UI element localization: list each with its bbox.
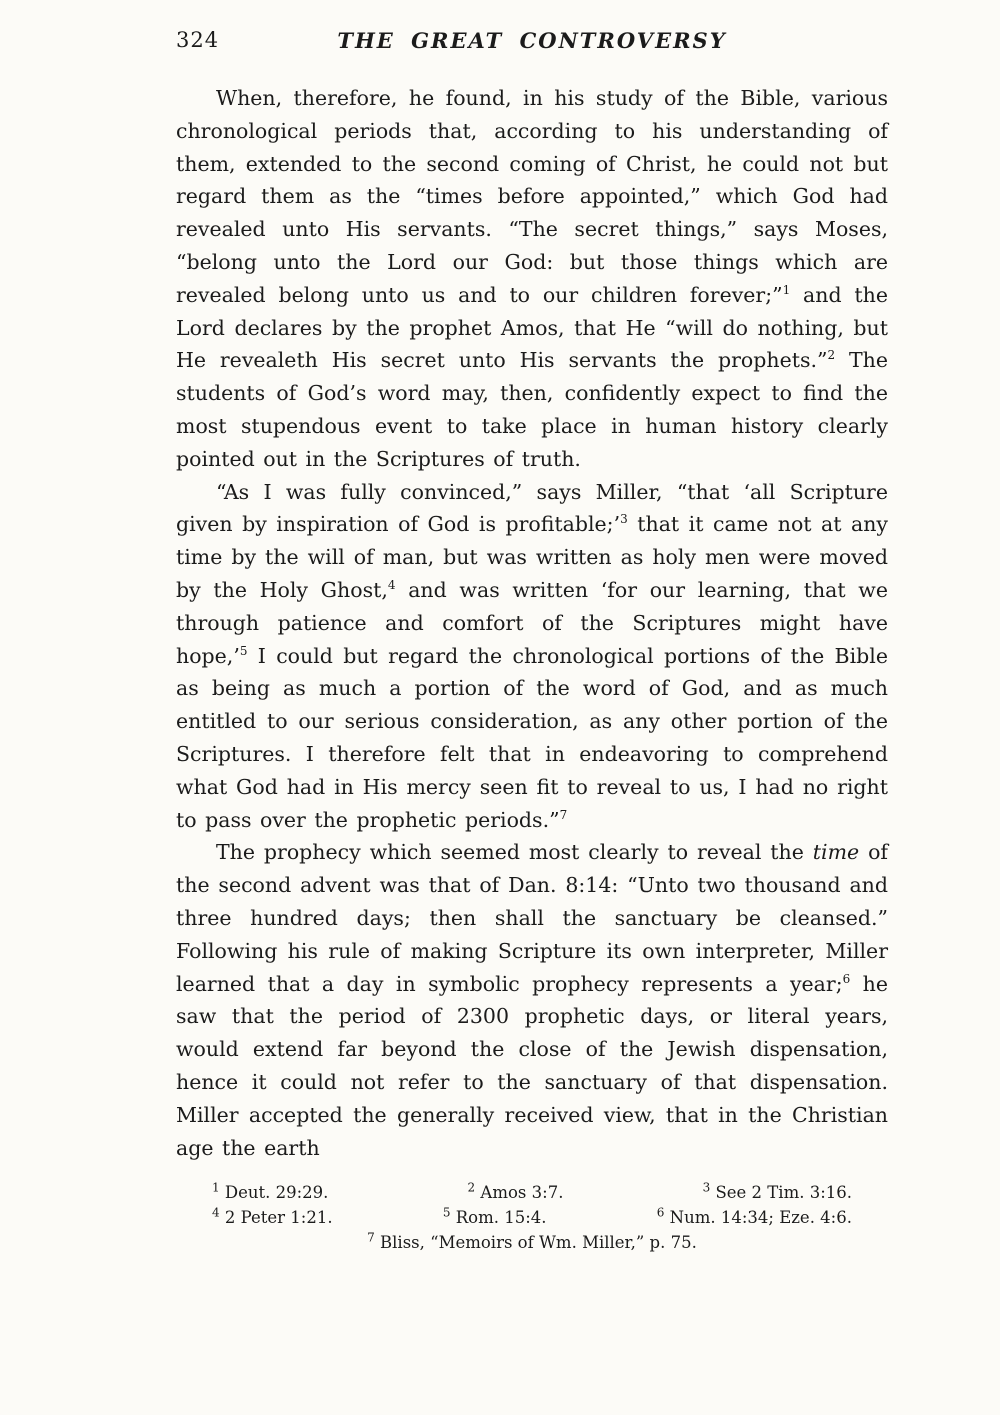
footnote xyxy=(212,1180,328,1205)
footnote-marker: 6 xyxy=(656,1205,665,1220)
footnote-marker: 5 xyxy=(239,643,248,658)
text-run: Bliss, “Memoirs of Wm. Miller,” p. 75. xyxy=(374,1233,697,1253)
text-run: The prophecy which seemed most clearly to reveal the xyxy=(216,840,813,865)
text-run: See 2 Tim. 3:16. xyxy=(710,1183,852,1203)
footnote-marker: 2 xyxy=(827,348,836,363)
text-run: 2 Peter 1:21. xyxy=(219,1208,333,1228)
text-run: “As I was fully convinced,” says Miller, “that ‘all Scripture given by inspiration of God is profitable;’ xyxy=(176,479,888,537)
footnote-row xyxy=(212,1205,852,1230)
paragraph xyxy=(176,836,888,1164)
footnote-marker: 7 xyxy=(559,807,568,822)
text-run: I could but regard the chronological portions of the Bible as being as much a portion of the word of God, and as much entitled to our serious consideration, as any other portion of the Scriptures. I therefore felt that in endeavoring to comprehend what God had in His mercy seen fit to reveal to us, I had no right to pass over the prophetic periods.” xyxy=(176,643,888,832)
text-run: Amos 3:7. xyxy=(475,1183,564,1203)
footnote xyxy=(212,1205,333,1230)
paragraph xyxy=(176,82,888,476)
footnote-row xyxy=(212,1230,852,1255)
text-run: When, therefore, he found, in his study of the Bible, various chronological periods that, according to his understanding of them, extended to the second coming of Christ, he could not but regard them as the “times before appointed,” which God had revealed unto His servants. “The secret things,” says Moses, “belong unto the Lord our God: but those things which are revealed belong unto us and to our children forever;” xyxy=(176,86,888,307)
italic-text: time xyxy=(812,840,860,865)
paragraph xyxy=(176,476,888,837)
footnote xyxy=(703,1180,852,1205)
page-number: 324 xyxy=(176,28,220,52)
footnote xyxy=(443,1205,547,1230)
footnote-marker: 2 xyxy=(467,1180,476,1195)
footnote-marker: 4 xyxy=(387,578,396,593)
footnote-marker: 6 xyxy=(842,971,851,986)
text-run: Rom. 15:4. xyxy=(450,1208,547,1228)
footnote xyxy=(468,1180,564,1205)
footnote-marker: 4 xyxy=(212,1205,220,1220)
text-run: and was written ‘for our learning, that we through patience and comfort of the Scriptures might have hope,’ xyxy=(176,577,888,668)
footnotes xyxy=(212,1180,852,1255)
footnote-marker: 5 xyxy=(442,1205,451,1220)
text-run: and the Lord declares by the prophet Amos, that He “will do nothing, but He revealeth His secret unto His servants the prophets.” xyxy=(176,282,888,373)
footnote-row xyxy=(212,1180,852,1205)
footnote-marker: 1 xyxy=(782,282,791,297)
footnote-marker: 3 xyxy=(702,1180,711,1195)
text-run: The students of God’s word may, then, confidently expect to find the most stupendous event to take place in human history clearly pointed out in the Scriptures of truth. xyxy=(176,348,888,471)
footnote xyxy=(367,1230,697,1255)
footnote-marker: 7 xyxy=(367,1230,375,1245)
text-run: he saw that the period of 2300 prophetic days, or literal years, would extend far beyond the close of the Jewish dispensation, hence it could not refer to the sanctuary of that dispensation. Miller accepted the generally received view, that in the Christian age the earth xyxy=(176,971,889,1160)
footnote-marker: 1 xyxy=(212,1180,220,1195)
text-run: that it came not at any time by the will of man, but was written as holy men were moved by the Holy Ghost, xyxy=(176,512,888,602)
text-run: Num. 14:34; Eze. 4:6. xyxy=(664,1208,852,1228)
footnote-marker: 3 xyxy=(620,512,628,527)
body-text xyxy=(176,82,888,1164)
page-title: THE GREAT CONTROVERSY xyxy=(337,28,727,53)
page-header xyxy=(176,26,888,68)
text-run: of the second advent was that of Dan. 8:14: “Unto two thousand and three hundred days; then shall the sanctuary be cleansed.” Following his rule of making Scripture its own interpreter, Miller learned that a day in symbolic prophecy represents a year; xyxy=(176,840,888,996)
footnote xyxy=(657,1205,852,1230)
text-run: Deut. 29:29. xyxy=(219,1183,329,1203)
